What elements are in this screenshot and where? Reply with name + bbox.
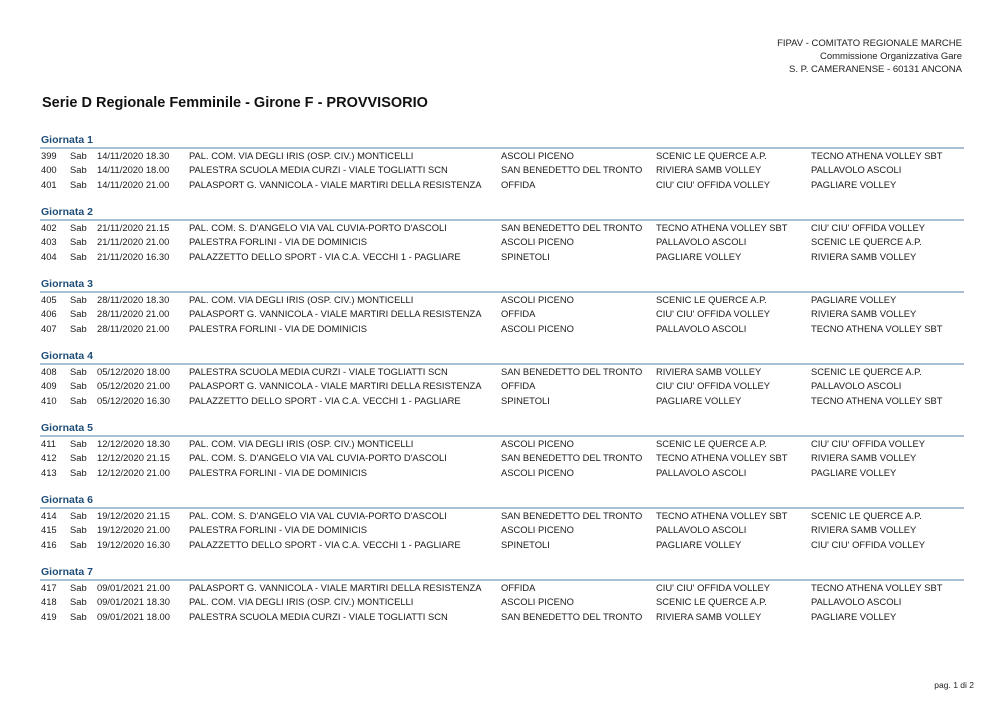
- match-day: Sab: [70, 394, 87, 406]
- round-header: [40, 493, 964, 509]
- round-label: Giornata 7: [41, 566, 93, 578]
- home-team: TECNO ATHENA VOLLEY SBT: [656, 222, 788, 233]
- match-day: Sab: [70, 438, 87, 449]
- match-number: 408: [41, 366, 57, 377]
- away-team: PALLAVOLO ASCOLI: [811, 596, 902, 608]
- match-datetime: 05/12/2020 21.00: [97, 380, 170, 392]
- match-schedule: [40, 133, 964, 637]
- round-label: Giornata 2: [41, 206, 93, 218]
- match-venue: PALESTRA FORLINI - VIA DE DOMINICIS: [189, 466, 367, 478]
- match-number: 401: [41, 178, 57, 190]
- match-day: Sab: [70, 596, 87, 608]
- round-section: [40, 277, 964, 349]
- home-team: SCENIC LE QUERCE A.P.: [656, 150, 767, 161]
- match-number: 402: [41, 222, 57, 233]
- match-city: SAN BENEDETTO DEL TRONTO: [501, 366, 643, 377]
- match-datetime: 19/12/2020 16.30: [97, 538, 170, 550]
- match-datetime: 12/12/2020 21.15: [97, 452, 170, 464]
- round-section: [40, 493, 964, 565]
- match-city: SPINETOLI: [501, 394, 550, 406]
- round-header: [40, 277, 964, 293]
- match-venue: PAL. COM. VIA DEGLI IRIS (OSP. CIV.) MONTICELLI: [189, 596, 414, 608]
- round-header: [40, 205, 964, 221]
- match-city: SAN BENEDETTO DEL TRONTO: [501, 510, 643, 521]
- match-venue: PALAZZETTO DELLO SPORT - VIA C.A. VECCHI 1 - PAGLIARE: [189, 394, 461, 406]
- match-row: [40, 293, 964, 307]
- match-day: Sab: [70, 538, 87, 550]
- match-venue: PALASPORT G. VANNICOLA - VIALE MARTIRI DELLA RESISTENZA: [189, 380, 482, 392]
- match-datetime: 09/01/2021 18.00: [97, 610, 170, 622]
- match-number: 400: [41, 164, 57, 176]
- match-number: 405: [41, 294, 57, 305]
- match-datetime: 12/12/2020 21.00: [97, 466, 170, 478]
- home-team: CIU' CIU' OFFIDA VOLLEY: [656, 582, 771, 593]
- match-city: OFFIDA: [501, 308, 536, 320]
- match-row: [40, 235, 964, 249]
- match-city: ASCOLI PICENO: [501, 596, 574, 608]
- away-team: RIVIERA SAMB VOLLEY: [811, 250, 917, 262]
- match-city: OFFIDA: [501, 178, 536, 190]
- match-row: [40, 394, 964, 408]
- round-label: Giornata 4: [41, 350, 93, 362]
- match-city: SAN BENEDETTO DEL TRONTO: [501, 222, 643, 233]
- match-number: 404: [41, 250, 57, 262]
- match-number: 409: [41, 380, 57, 392]
- match-city: SPINETOLI: [501, 250, 550, 262]
- match-city: ASCOLI PICENO: [501, 438, 574, 449]
- match-number: 407: [41, 322, 57, 334]
- home-team: TECNO ATHENA VOLLEY SBT: [656, 452, 788, 464]
- round-label: Giornata 6: [41, 494, 93, 506]
- match-row: [40, 250, 964, 264]
- home-team: PALLAVOLO ASCOLI: [656, 322, 747, 334]
- match-venue: PAL. COM. VIA DEGLI IRIS (OSP. CIV.) MONTICELLI: [189, 438, 414, 449]
- org-commission: Commissione Organizzativa Gare: [819, 51, 962, 62]
- match-row: [40, 221, 964, 235]
- away-team: PALLAVOLO ASCOLI: [811, 380, 902, 392]
- match-day: Sab: [70, 308, 87, 320]
- away-team: TECNO ATHENA VOLLEY SBT: [811, 582, 943, 593]
- match-day: Sab: [70, 250, 87, 262]
- match-row: [40, 523, 964, 537]
- home-team: PAGLIARE VOLLEY: [656, 538, 742, 550]
- match-day: Sab: [70, 524, 87, 536]
- page-number: pag. 1 di 2: [934, 680, 974, 690]
- match-datetime: 28/11/2020 21.00: [97, 322, 170, 334]
- away-team: PAGLIARE VOLLEY: [811, 610, 897, 622]
- match-city: SPINETOLI: [501, 538, 550, 550]
- match-day: Sab: [70, 222, 87, 233]
- match-number: 416: [41, 538, 57, 550]
- match-city: SAN BENEDETTO DEL TRONTO: [501, 452, 643, 464]
- match-row: [40, 595, 964, 609]
- home-team: SCENIC LE QUERCE A.P.: [656, 596, 767, 608]
- away-team: TECNO ATHENA VOLLEY SBT: [811, 150, 943, 161]
- round-label: Giornata 1: [41, 134, 93, 146]
- match-city: ASCOLI PICENO: [501, 150, 574, 161]
- away-team: TECNO ATHENA VOLLEY SBT: [811, 394, 943, 406]
- match-number: 414: [41, 510, 57, 521]
- match-datetime: 09/01/2021 21.00: [97, 582, 170, 593]
- match-venue: PALESTRA SCUOLA MEDIA CURZI - VIALE TOGLIATTI SCN: [189, 366, 448, 377]
- match-venue: PALAZZETTO DELLO SPORT - VIA C.A. VECCHI 1 - PAGLIARE: [189, 538, 461, 550]
- match-datetime: 14/11/2020 21.00: [97, 178, 170, 190]
- away-team: SCENIC LE QUERCE A.P.: [811, 236, 922, 248]
- match-venue: PALASPORT G. VANNICOLA - VIALE MARTIRI DELLA RESISTENZA: [189, 178, 482, 190]
- match-number: 399: [41, 150, 57, 161]
- home-team: RIVIERA SAMB VOLLEY: [656, 610, 762, 622]
- match-row: [40, 149, 964, 163]
- away-team: PALLAVOLO ASCOLI: [811, 164, 902, 176]
- away-team: CIU' CIU' OFFIDA VOLLEY: [811, 538, 926, 550]
- match-venue: PAL. COM. VIA DEGLI IRIS (OSP. CIV.) MONTICELLI: [189, 294, 414, 305]
- home-team: SCENIC LE QUERCE A.P.: [656, 438, 767, 449]
- away-team: SCENIC LE QUERCE A.P.: [811, 366, 922, 377]
- page-title: Serie D Regionale Femminile - Girone F - PROVVISORIO: [42, 95, 428, 111]
- match-datetime: 28/11/2020 18.30: [97, 294, 170, 305]
- match-day: Sab: [70, 610, 87, 622]
- match-number: 415: [41, 524, 57, 536]
- away-team: RIVIERA SAMB VOLLEY: [811, 524, 917, 536]
- away-team: CIU' CIU' OFFIDA VOLLEY: [811, 438, 926, 449]
- match-day: Sab: [70, 366, 87, 377]
- round-section: [40, 349, 964, 421]
- match-day: Sab: [70, 322, 87, 334]
- match-number: 412: [41, 452, 57, 464]
- match-venue: PALESTRA SCUOLA MEDIA CURZI - VIALE TOGLIATTI SCN: [189, 610, 448, 622]
- home-team: PAGLIARE VOLLEY: [656, 250, 742, 262]
- match-number: 410: [41, 394, 57, 406]
- match-city: ASCOLI PICENO: [501, 294, 574, 305]
- home-team: RIVIERA SAMB VOLLEY: [656, 366, 762, 377]
- match-row: [40, 509, 964, 523]
- match-number: 419: [41, 610, 57, 622]
- match-number: 413: [41, 466, 57, 478]
- match-venue: PAL. COM. S. D'ANGELO VIA VAL CUVIA-PORTO D'ASCOLI: [189, 510, 447, 521]
- match-row: [40, 610, 964, 624]
- round-header: [40, 565, 964, 581]
- home-team: PAGLIARE VOLLEY: [656, 394, 742, 406]
- match-number: 403: [41, 236, 57, 248]
- match-city: SAN BENEDETTO DEL TRONTO: [501, 610, 643, 622]
- match-datetime: 19/12/2020 21.00: [97, 524, 170, 536]
- away-team: PAGLIARE VOLLEY: [811, 294, 897, 305]
- round-section: [40, 133, 964, 205]
- away-team: PAGLIARE VOLLEY: [811, 178, 897, 190]
- match-row: [40, 466, 964, 480]
- match-datetime: 28/11/2020 21.00: [97, 308, 170, 320]
- match-city: ASCOLI PICENO: [501, 466, 574, 478]
- match-venue: PALASPORT G. VANNICOLA - VIALE MARTIRI DELLA RESISTENZA: [189, 308, 482, 320]
- match-city: OFFIDA: [501, 380, 536, 392]
- match-number: 417: [41, 582, 57, 593]
- match-datetime: 21/11/2020 21.00: [97, 236, 170, 248]
- home-team: PALLAVOLO ASCOLI: [656, 466, 747, 478]
- home-team: TECNO ATHENA VOLLEY SBT: [656, 510, 788, 521]
- away-team: PAGLIARE VOLLEY: [811, 466, 897, 478]
- match-row: [40, 379, 964, 393]
- org-name: FIPAV - COMITATO REGIONALE MARCHE: [777, 38, 962, 49]
- match-day: Sab: [70, 178, 87, 190]
- away-team: RIVIERA SAMB VOLLEY: [811, 452, 917, 464]
- match-datetime: 21/11/2020 21.15: [97, 222, 170, 233]
- match-day: Sab: [70, 236, 87, 248]
- match-city: ASCOLI PICENO: [501, 524, 574, 536]
- match-datetime: 14/11/2020 18.00: [97, 164, 170, 176]
- match-row: [40, 307, 964, 321]
- match-row: [40, 451, 964, 465]
- match-venue: PAL. COM. S. D'ANGELO VIA VAL CUVIA-PORTO D'ASCOLI: [189, 452, 447, 464]
- match-datetime: 09/01/2021 18.30: [97, 596, 170, 608]
- round-label: Giornata 3: [41, 278, 93, 290]
- match-day: Sab: [70, 294, 87, 305]
- match-datetime: 14/11/2020 18.30: [97, 150, 170, 161]
- match-datetime: 05/12/2020 18.00: [97, 366, 170, 377]
- match-city: ASCOLI PICENO: [501, 236, 574, 248]
- round-section: [40, 421, 964, 493]
- match-city: ASCOLI PICENO: [501, 322, 574, 334]
- round-label: Giornata 5: [41, 422, 93, 434]
- home-team: PALLAVOLO ASCOLI: [656, 236, 747, 248]
- match-day: Sab: [70, 452, 87, 464]
- round-header: [40, 133, 964, 149]
- match-row: [40, 178, 964, 192]
- home-team: SCENIC LE QUERCE A.P.: [656, 294, 767, 305]
- match-day: Sab: [70, 510, 87, 521]
- away-team: SCENIC LE QUERCE A.P.: [811, 510, 922, 521]
- match-datetime: 21/11/2020 16.30: [97, 250, 170, 262]
- match-datetime: 12/12/2020 18.30: [97, 438, 170, 449]
- match-venue: PALESTRA FORLINI - VIA DE DOMINICIS: [189, 524, 367, 536]
- match-day: Sab: [70, 164, 87, 176]
- match-datetime: 05/12/2020 16.30: [97, 394, 170, 406]
- match-venue: PALESTRA SCUOLA MEDIA CURZI - VIALE TOGLIATTI SCN: [189, 164, 448, 176]
- home-team: CIU' CIU' OFFIDA VOLLEY: [656, 380, 771, 392]
- away-team: TECNO ATHENA VOLLEY SBT: [811, 322, 943, 334]
- match-venue: PAL. COM. S. D'ANGELO VIA VAL CUVIA-PORTO D'ASCOLI: [189, 222, 447, 233]
- organization-header: [777, 37, 962, 76]
- home-team: CIU' CIU' OFFIDA VOLLEY: [656, 308, 771, 320]
- home-team: PALLAVOLO ASCOLI: [656, 524, 747, 536]
- match-day: Sab: [70, 150, 87, 161]
- match-datetime: 19/12/2020 21.15: [97, 510, 170, 521]
- org-address: S. P. CAMERANENSE - 60131 ANCONA: [789, 64, 962, 75]
- round-header: [40, 421, 964, 437]
- match-row: [40, 365, 964, 379]
- round-section: [40, 565, 964, 637]
- match-venue: PAL. COM. VIA DEGLI IRIS (OSP. CIV.) MONTICELLI: [189, 150, 414, 161]
- match-day: Sab: [70, 466, 87, 478]
- match-venue: PALESTRA FORLINI - VIA DE DOMINICIS: [189, 322, 367, 334]
- match-row: [40, 437, 964, 451]
- match-row: [40, 163, 964, 177]
- match-venue: PALESTRA FORLINI - VIA DE DOMINICIS: [189, 236, 367, 248]
- round-section: [40, 205, 964, 277]
- round-header: [40, 349, 964, 365]
- match-number: 411: [41, 438, 56, 449]
- match-venue: PALASPORT G. VANNICOLA - VIALE MARTIRI DELLA RESISTENZA: [189, 582, 482, 593]
- match-row: [40, 581, 964, 595]
- home-team: CIU' CIU' OFFIDA VOLLEY: [656, 178, 771, 190]
- match-day: Sab: [70, 582, 87, 593]
- away-team: CIU' CIU' OFFIDA VOLLEY: [811, 222, 926, 233]
- match-row: [40, 322, 964, 336]
- match-row: [40, 538, 964, 552]
- match-number: 418: [41, 596, 57, 608]
- match-day: Sab: [70, 380, 87, 392]
- match-number: 406: [41, 308, 57, 320]
- match-venue: PALAZZETTO DELLO SPORT - VIA C.A. VECCHI 1 - PAGLIARE: [189, 250, 461, 262]
- home-team: RIVIERA SAMB VOLLEY: [656, 164, 762, 176]
- away-team: RIVIERA SAMB VOLLEY: [811, 308, 917, 320]
- match-city: OFFIDA: [501, 582, 536, 593]
- match-city: SAN BENEDETTO DEL TRONTO: [501, 164, 643, 176]
